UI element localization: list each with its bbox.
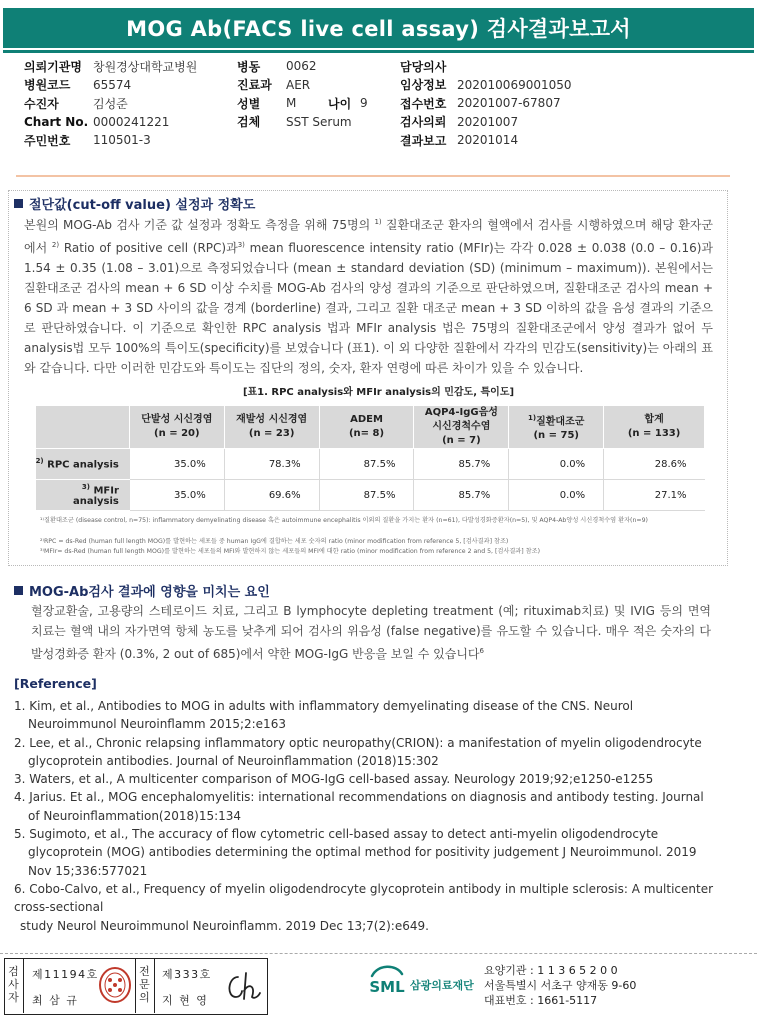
header-line: (n = 7) <box>442 435 481 446</box>
section2-heading <box>14 581 270 600</box>
info-row <box>237 76 368 95</box>
patient-name: 김성준 <box>93 96 128 111</box>
reference-item: study Neurol Neuroimmunol Neuroinflamm. 2019 Dec 13;7(2):e649. <box>20 918 429 933</box>
info-row <box>237 57 368 76</box>
signature-icon <box>224 969 264 1005</box>
column-header <box>604 406 705 449</box>
header-line: 재발성 시신경염 <box>236 414 308 425</box>
info-row <box>237 113 368 132</box>
reference-item: 6. Cobo-Calvo, et al., Frequency of myelin oligodendrocyte glycoprotein antibody in multiple sclerosis: A multicenter cross-sectional <box>14 881 714 915</box>
table-cell: 0.0% <box>509 449 604 480</box>
title-underline <box>3 50 754 53</box>
footnote-ref: 3) <box>81 482 90 491</box>
header-line: AQP4-IgG음성 <box>424 407 498 418</box>
department: AER <box>286 77 311 92</box>
header-line: (n = 133) <box>627 428 681 439</box>
table-header-row <box>36 406 705 449</box>
column-header <box>509 406 604 449</box>
footnote-ref: 1) <box>374 218 382 226</box>
info-row <box>24 94 197 113</box>
specimen: SST Serum <box>286 114 352 129</box>
info-label: 검체 <box>237 115 261 130</box>
header-line: 합계 <box>644 414 664 425</box>
column-header <box>129 406 224 449</box>
reference-item: 4. Jarius. Et al., MOG encephalomyelitis: international recommendations on diagnosis and antibody testing. Journal of Neuroinflammation(2018)15:134 <box>14 790 704 823</box>
bullet-square-icon <box>14 199 23 208</box>
table-caption: [표1. RPC analysis와 MFIr analysis의 민감도, 특이도] <box>242 387 515 398</box>
row-label: MFIr analysis <box>72 485 119 508</box>
age: 9 <box>360 96 368 111</box>
info-label: 담당의사 <box>400 59 447 74</box>
table-row <box>36 449 705 480</box>
table-cell: 35.0% <box>129 480 224 511</box>
info-label: 병동 <box>237 59 261 74</box>
para-text: mean fluorescence intensity ratio (MFIr)는 각각 0.028 ± 0.038 (0.0 – 0.16)과 1.54 ± 0.35 (1.08 – 3.01)으로 측정되었습니다 (mean ± standard deviation (SD) (minimum – maximum)). 본원에서는 질환대조군 검사의 mean + 6 SD 이상 수치를 MOG-Ab 검사의 양성 결과의 기준으로 판단하였으며, 질환대조군 검사의 mean + 6 SD 과 mean + 3 SD 사이의 값을 경계 (borderline) 결과, 그리고 질환 대조군 mean + 3 SD 이하의 값을 음성 결과의 기준으로 판단하였습니다. 이 기준으로 확인한 RPC analysis 법과 MFIr analysis 법은 75명의 질환대조군에서 양성 결과가 없어 두 analysis법 모두 100%의 특이도(specificity)를 보였습니다 (표1). 이 외 다양한 질환에서 각각의 민감도(sensitivity)는 아래의 표와 같습니다. 다만 이러한 민감도와 특이도는 집단의 정의, 숫자, 환자 연령에 따른 차이가 있을 수 있습니다. <box>24 241 714 375</box>
info-label: 수진자 <box>24 96 59 111</box>
info-label: 나이 <box>328 96 352 111</box>
table-cell: 87.5% <box>319 480 414 511</box>
examiner-license: 제11194호 <box>32 968 99 981</box>
info-row <box>400 57 572 76</box>
report-date: 20201014 <box>457 133 519 148</box>
org-name: 삼광의료재단 <box>410 979 474 992</box>
address-line: 서울특별시 서초구 양재동 9-60 <box>484 979 637 992</box>
specialist-license: 제333호 <box>162 968 212 981</box>
info-row <box>400 94 572 113</box>
info-label: Chart No. <box>24 114 89 129</box>
patient-info-col1 <box>24 57 197 150</box>
footnote-ref: 2) <box>35 457 44 466</box>
info-label: 결과보고 <box>400 133 447 148</box>
resident-number: 110501-3 <box>93 133 151 148</box>
section1-heading-text: 절단값(cut-off value) 설정과 정확도 <box>29 198 256 213</box>
address-line: 요양기관 : 1 1 3 6 5 2 0 0 <box>484 964 618 977</box>
logo-text: SML <box>369 978 405 996</box>
column-header <box>319 406 414 449</box>
receipt-number: 20201007-67807 <box>457 96 561 111</box>
para-text: 질환대조군 환자의 혈액에서 검사를 시행하였으며 해당 환자군에서 <box>24 218 713 255</box>
address-line: 대표번호 : 1661-5117 <box>484 994 598 1007</box>
chart-number: 0000241221 <box>93 114 170 129</box>
header-line: 단발성 시신경염 <box>141 414 213 425</box>
patient-info-col3 <box>400 57 572 150</box>
specialist-name: 지 현 영 <box>162 994 209 1007</box>
patient-info-col2 <box>237 57 368 131</box>
info-row <box>24 113 197 132</box>
footer-divider <box>0 953 757 954</box>
hospital-code: 65574 <box>93 77 132 92</box>
header-line: (n = 23) <box>248 428 295 439</box>
divider <box>154 959 155 1013</box>
info-label: 성별 <box>237 96 261 111</box>
info-row <box>400 131 572 150</box>
specialist-label: 전문의 <box>139 965 150 1004</box>
info-label: 병원코드 <box>24 78 71 93</box>
reference-title: [Reference] <box>14 676 97 691</box>
sml-logo <box>366 962 408 1004</box>
footnote-ref: 3) <box>237 241 245 249</box>
sml-logo-icon <box>366 962 408 1000</box>
row-label: RPC analysis <box>47 459 119 471</box>
footnote-ref: 2) <box>51 241 60 249</box>
header-line: 시신경척수염 <box>432 421 491 432</box>
bullet-square-icon <box>14 586 23 595</box>
info-label: 주민번호 <box>24 133 71 148</box>
report-title: MOG Ab(FACS live cell assay) 검사결과보고서 <box>3 8 754 48</box>
seal-stamp-icon <box>97 965 133 1005</box>
column-header <box>224 406 319 449</box>
table-footnote: ²⁾RPC = ds-Red (human full length MOG)를 발현하는 세포들 중 human IgG에 결합하는 세포 숫자의 ratio (minor modification from reference 5, [검사결과] 참조) <box>40 538 509 545</box>
info-label: 의뢰기관명 <box>24 59 82 74</box>
reference-item: 1. Kim, et al., Antibodies to MOG in adults with inflammatory demyelinating disease of the CNS. Neurol Neuroimmunol Neuroinflamm 2015;2:e163 <box>14 699 634 732</box>
header-line: ADEM <box>350 414 383 425</box>
info-row <box>400 76 572 95</box>
table-corner-cell <box>36 406 130 449</box>
info-row <box>24 57 197 76</box>
para-text: 혈장교환술, 고용량의 스테로이드 치료, 그리고 B lymphocyte depleting treatment (예; rituximab치료) 및 IVIG 등의 면역 치료는 혈액 내의 자가면역 항체 농도를 낮추게 되어 검사의 위음성 (false negative)를 유도할 수 있습니다. 매우 적은 숫자의 다발성경화증 환자 (0.3%, 2 out of 685)에서 약한 MOG-IgG 반응을 보일 수 있습니다 <box>31 604 712 661</box>
para-text: 본원의 MOG-Ab 검사 기준 값 설정과 정확도 측정을 위해 75명의 <box>24 218 375 232</box>
info-label: 임상정보 <box>400 78 447 93</box>
row-header <box>36 480 130 511</box>
info-label: 검사의뢰 <box>400 115 447 130</box>
header-line: (n = 75) <box>533 430 579 442</box>
table-footnote: ³⁾MFIr= ds-Red (human full length MOG)를 발현하는 세포들의 MFI와 발현하지 않는 세포들의 MFI에 대한 ratio (minor modification from reference 2 and 5, [검사결과] 참조) <box>40 548 541 555</box>
table-cell: 85.7% <box>414 480 509 511</box>
table-row <box>36 480 705 511</box>
info-row <box>237 94 368 113</box>
table-cell: 27.1% <box>604 480 705 511</box>
signature-box <box>4 958 268 1015</box>
info-row <box>24 131 197 150</box>
examiner-name: 최 삼 규 <box>32 994 79 1007</box>
info-row <box>24 76 197 95</box>
section2-heading-text: MOG-Ab검사 결과에 영향을 미치는 요인 <box>29 585 270 600</box>
info-row <box>400 113 572 132</box>
divider <box>135 959 136 1013</box>
clinical-info: 202010069001050 <box>457 77 572 92</box>
reference-item: 5. Sugimoto, et al., The accuracy of flow cytometric cell-based assay to detect anti-myelin oligodendrocyte glycoprotein (MOG) antibodies determining the optimal method for positivity judgement J Neuroimmunol. 2019 Nov 15;336:577021 <box>14 827 697 878</box>
column-header <box>414 406 509 449</box>
divider <box>23 959 24 1013</box>
section1-paragraph <box>24 212 713 378</box>
info-label: 진료과 <box>237 78 272 93</box>
footnote-ref: 1) <box>528 413 537 422</box>
row-header <box>36 449 130 480</box>
section-divider <box>16 175 730 177</box>
para-text: Ratio of positive cell (RPC)과 <box>59 241 238 255</box>
header-line: (n= 8) <box>348 428 385 439</box>
table-cell: 69.6% <box>224 480 319 511</box>
reference-item: 3. Waters, et al., A multicenter comparison of MOG-IgG cell-based assay. Neurology 2019;92;e1250-e1255 <box>14 772 654 787</box>
table-cell: 35.0% <box>129 449 224 480</box>
table-cell: 28.6% <box>604 449 705 480</box>
reference-item: 2. Lee, et al., Chronic relapsing inflammatory optic neuropathy(CRION): a manifestation of myelin oligodendrocyte glycoprotein antibodies. Journal of Neuroinflammation (2018)15:302 <box>14 735 702 768</box>
table-footnote: ¹⁾질환대조군 (disease control, n=75): inflammatory demyelinating disease 혹은 autoimmune encephalitis 이외의 질환을 가지는 환자 (n=61), 다발성경화증환자(n=5), 및 AQP4-Ab양성 시신경척수염 환자(n=9) <box>40 517 648 524</box>
header-line: (n = 20) <box>154 428 200 439</box>
table-cell: 0.0% <box>509 480 604 511</box>
examiner-label: 검사자 <box>8 965 19 1004</box>
footnote-ref: 6 <box>479 647 484 655</box>
table-cell: 87.5% <box>319 449 414 480</box>
header-line: 질환대조군 <box>536 416 585 428</box>
request-date: 20201007 <box>457 114 519 129</box>
reference-list <box>14 697 719 935</box>
section1-heading <box>14 194 255 213</box>
sensitivity-table <box>35 405 705 511</box>
section2-paragraph <box>31 601 711 664</box>
table-cell: 78.3% <box>224 449 319 480</box>
info-label: 접수번호 <box>400 96 447 111</box>
hospital-name: 창원경상대학교병원 <box>93 59 198 74</box>
ward: 0062 <box>286 59 317 74</box>
footer-address <box>484 963 636 1008</box>
table-cell: 85.7% <box>414 449 509 480</box>
sex: M <box>286 96 297 111</box>
